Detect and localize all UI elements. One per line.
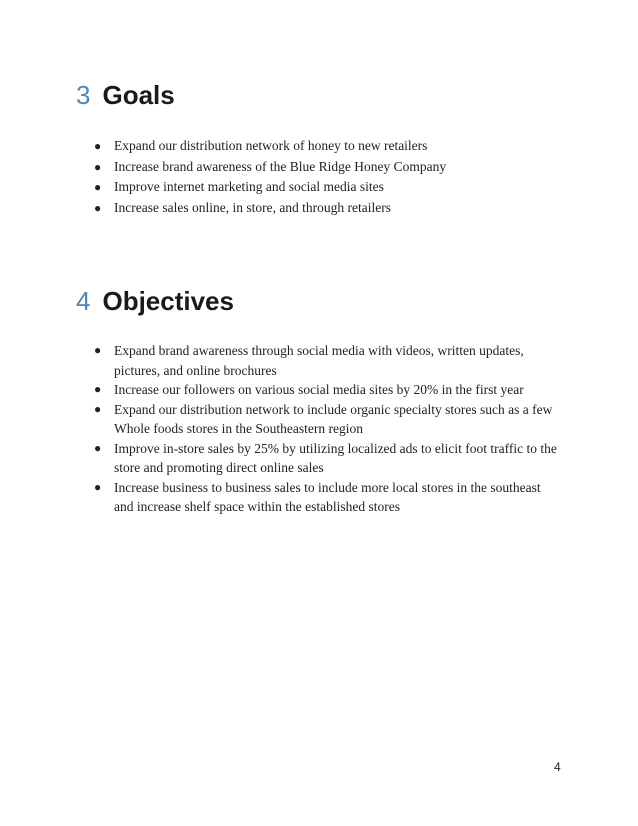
- bullet-icon: ●: [94, 440, 102, 455]
- bullet-icon: ●: [94, 159, 102, 174]
- list-item: [90, 136, 560, 157]
- list-item: [90, 380, 560, 400]
- goal-text: Increase brand awareness of the Blue Ridge Honey Company: [114, 158, 447, 174]
- bullet-icon: ●: [94, 343, 102, 357]
- list-item: [90, 341, 560, 380]
- goal-text: Improve internet marketing and social media sites: [114, 179, 384, 194]
- list-item: [90, 439, 560, 478]
- goal-text: Increase sales online, in store, and through retailers: [114, 199, 392, 215]
- objectives-list: [90, 341, 560, 517]
- objectives-heading: [76, 286, 234, 317]
- objectives-heading-number: 4: [76, 286, 91, 316]
- goals-heading: [76, 80, 175, 111]
- objective-text: Increase business to business sales to include more local stores in the southeast and increase shelf space within the established stores: [114, 479, 541, 514]
- objectives-heading-title: Objectives: [102, 286, 234, 316]
- list-item: [90, 177, 560, 198]
- bullet-icon: ●: [94, 139, 102, 153]
- goals-list: [90, 136, 560, 218]
- goals-heading-title: Goals: [102, 80, 175, 110]
- bullet-icon: ●: [94, 382, 102, 396]
- list-item: [90, 400, 560, 439]
- bullet-icon: ●: [94, 401, 102, 416]
- page-number: 4: [554, 760, 561, 774]
- list-item: [90, 478, 560, 517]
- bullet-icon: ●: [94, 200, 102, 215]
- list-item: [90, 198, 560, 219]
- objective-text: Expand brand awareness through social media with videos, written updates, pictures, and online brochures: [114, 343, 524, 378]
- goal-text: Expand our distribution network of honey to new retailers: [114, 138, 428, 153]
- bullet-icon: ●: [94, 180, 102, 194]
- objective-text: Increase our followers on various social media sites by 20% in the first year: [114, 382, 524, 397]
- objective-text: Expand our distribution network to include organic specialty stores such as a few Whole foods stores in the Southeastern region: [114, 401, 553, 436]
- goals-heading-number: 3: [76, 80, 91, 110]
- objective-text: Improve in-store sales by 25% by utilizing localized ads to elicit foot traffic to the store and promoting direct online sales: [114, 440, 557, 475]
- bullet-icon: ●: [94, 479, 102, 494]
- list-item: [90, 157, 560, 178]
